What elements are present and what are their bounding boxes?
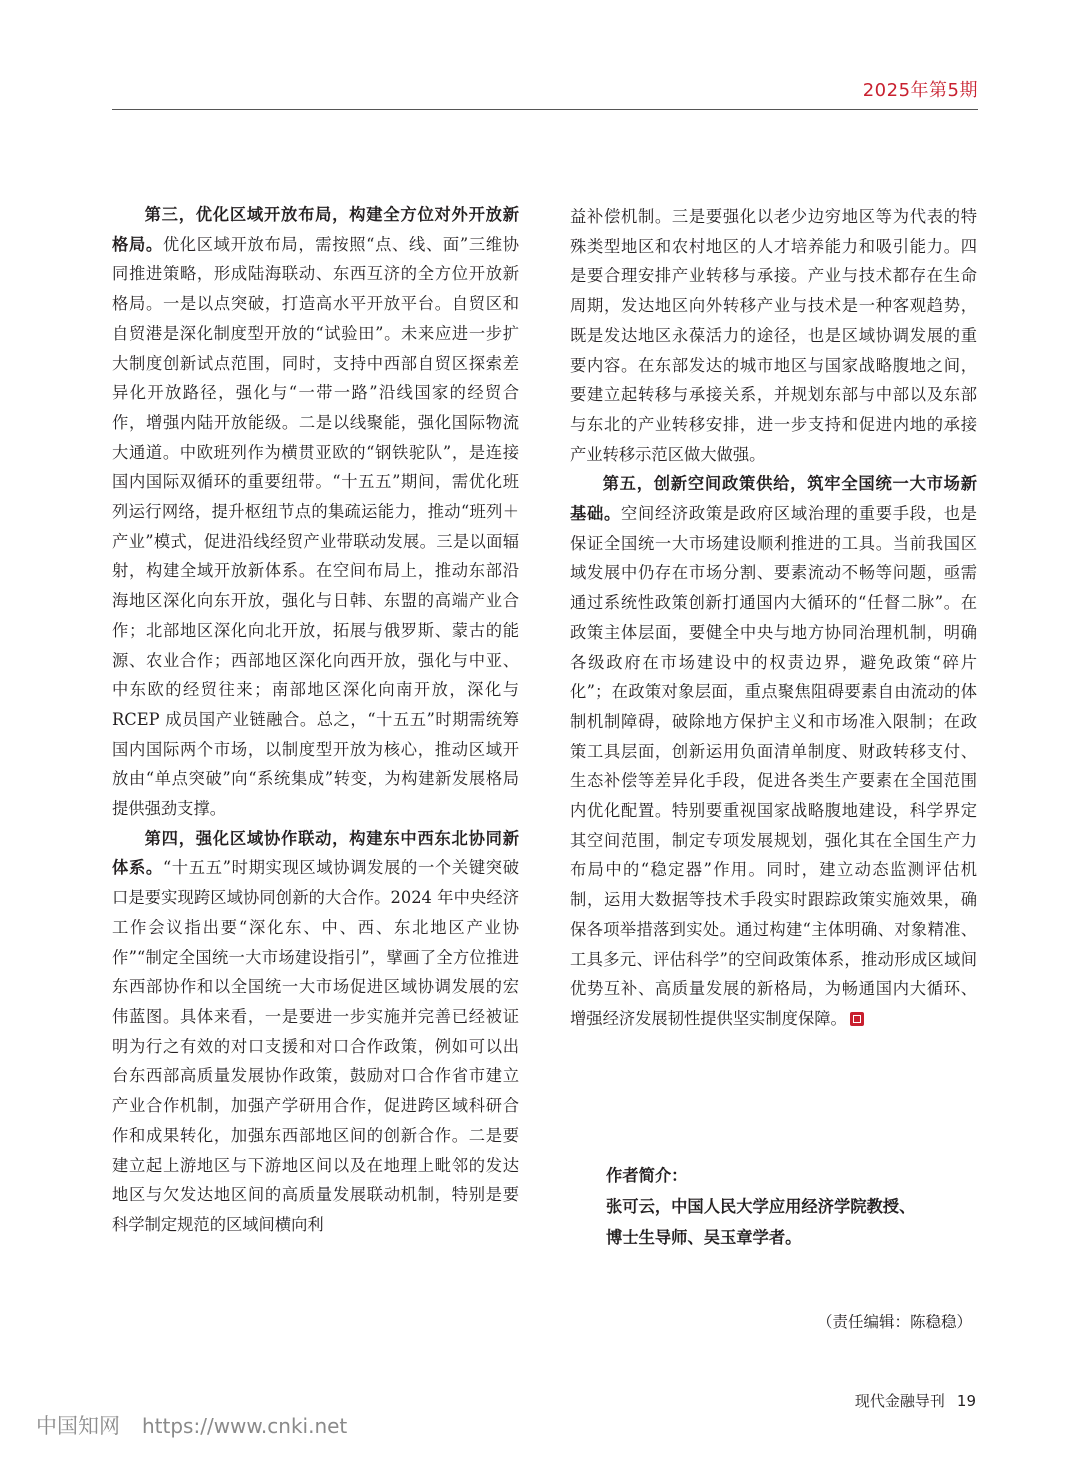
- page-footer: [855, 1390, 976, 1411]
- paragraph-heading: 第四，强化区域协作联动，构建东中西东北协同新体系。: [112, 828, 519, 878]
- author-note: [606, 1160, 986, 1253]
- issue-label: 2025年第5期: [862, 80, 978, 101]
- journal-name: 现代金融导刊: [854, 1392, 945, 1410]
- author-note-line: 张可云，中国人民大学应用经济学院教授、: [606, 1197, 916, 1216]
- paragraph-fourth-continued: 益补偿机制。三是要强化以老少边穷地区等为代表的特殊类型地区和农村地区的人才培养能力和吸引能力。四是要合理安排产业转移与承接。产业与技术都存在生命周期，发达地区向外转移产业与技术是一种客观趋势，既是发达地区永葆活力的途径，也是区域协调发展的重要内容。在东部发达的城市地区与国家战略腹地之间，要建立起转移与承接关系，并规划东部与中部以及东部与东北的产业转移安排，进一步支持和促进内地的承接产业转移示范区做大做强。: [570, 207, 977, 464]
- paragraph-body: 空间经济政策是政府区域治理的重要手段，也是保证全国统一大市场建设顺利推进的工具。当前我国区域发展中仍存在市场分割、要素流动不畅等问题，亟需通过系统性政策创新打通国内大循环的“任督二脉”。在政策主体层面，要健全中央与地方协同治理机制，明确各级政府在市场建设中的权责边界，避免政策“碎片化”；在政策对象层面，重点聚焦阻碍要素自由流动的体制机制障碍，破除地方保护主义和市场准入限制；在政策工具层面，创新运用负面清单制度、财政转移支付、生态补偿等差异化手段，促进各类生产要素在全国范围内优化配置。特别要重视国家战略腹地建设，科学界定其空间范围，制定专项发展规划，强化其在全国生产力布局中的“稳定器”作用。同时，建立动态监测评估机制，运用大数据等技术手段实时跟踪政策实施效果，确保各项举措落到实处。通过构建“主体明确、对象精准、工具多元、评估科学”的空间政策体系，推动形成区域间优势互补、高质量发展的新格局，为畅通国内大循环、增强经济发展韧性提供坚实制度保障。: [570, 504, 977, 1028]
- page-number: 19: [956, 1392, 976, 1410]
- author-note-line: 博士生导师、吴玉章学者。: [606, 1228, 802, 1247]
- paragraph-body: 优化区域开放布局，需按照“点、线、面”三维协同推进策略，形成陆海联动、东西互济的全方位开放新格局。一是以点突破，打造高水平开放平台。自贸区和自贸港是深化制度型开放的“试验田”。未来应进一步扩大制度创新试点范围，同时，支持中西部自贸区探索差异化开放路径，强化与“一带一路”沿线国家的经贸合作，增强内陆开放能级。二是以线聚能，强化国际物流大通道。中欧班列作为横贯亚欧的“钢铁驼队”，是连接国内国际双循环的重要纽带。“十五五”期间，需优化班列运行网络，提升枢纽节点的集疏运能力，推动“班列＋产业”模式，促进沿线经贸产业带联动发展。三是以面辐射，构建全域开放新体系。在空间布局上，推动东部沿海地区深化向东开放，强化与日韩、东盟的高端产业合作；北部地区深化向北开放，拓展与俄罗斯、蒙古的能源、农业合作；西部地区深化向西开放，强化与中亚、中东欧的经贸往来；南部地区深化向南开放，深化与 RCEP 成员国产业链融合。总之，“十五五”时期需统筹国内国际两个市场，以制度型开放为核心，推动区域开放由“单点突破”向“系统集成”转变，为构建新发展格局提供强劲支撑。: [112, 234, 519, 819]
- paragraph-body: “十五五”时期实现区域协调发展的一个关键突破口是要实现跨区域协同创新的大合作。2024 年中央经济工作会议指出要“深化东、中、西、东北地区产业协作”“制定全国统一大市场建设指引”，擘画了全方位推进东西部协作和以全国统一大市场促进区域协调发展的宏伟蓝图。具体来看，一是要进一步实施并完善已经被证明为行之有效的对口支援和对口合作政策，例如可以出台东西部高质量发展协作政策，鼓励对口合作省市建立产业合作机制，加强产学研用合作，促进跨区域科研合作和成果转化，加强东西部地区间的创新合作。二是要建立起上游地区与下游地区间以及在地理上毗邻的发达地区与欠发达地区间的高质量发展联动机制，特别是要科学制定规范的区域间横向利: [112, 858, 519, 1234]
- paragraph-fourth: [112, 824, 519, 1240]
- author-note-title: 作者简介：: [606, 1166, 688, 1185]
- left-column: [112, 200, 519, 1240]
- right-column: [570, 202, 977, 1034]
- paragraph-heading: 第五，创新空间政策供给，筑牢全国统一大市场新基础。: [570, 474, 977, 524]
- paragraph-third: [112, 200, 519, 824]
- watermark: [36, 1410, 347, 1440]
- paragraph-heading: 第三，优化区域开放布局，构建全方位对外开放新格局。: [112, 205, 519, 254]
- watermark-name: 中国知网: [36, 1414, 120, 1438]
- paragraph-fifth: [570, 469, 977, 1033]
- responsible-editor: （责任编辑：陈稳稳）: [816, 1313, 972, 1331]
- end-of-article-icon: [850, 1012, 864, 1026]
- watermark-url: https://www.cnki.net: [142, 1414, 348, 1438]
- header-rule: [112, 109, 978, 110]
